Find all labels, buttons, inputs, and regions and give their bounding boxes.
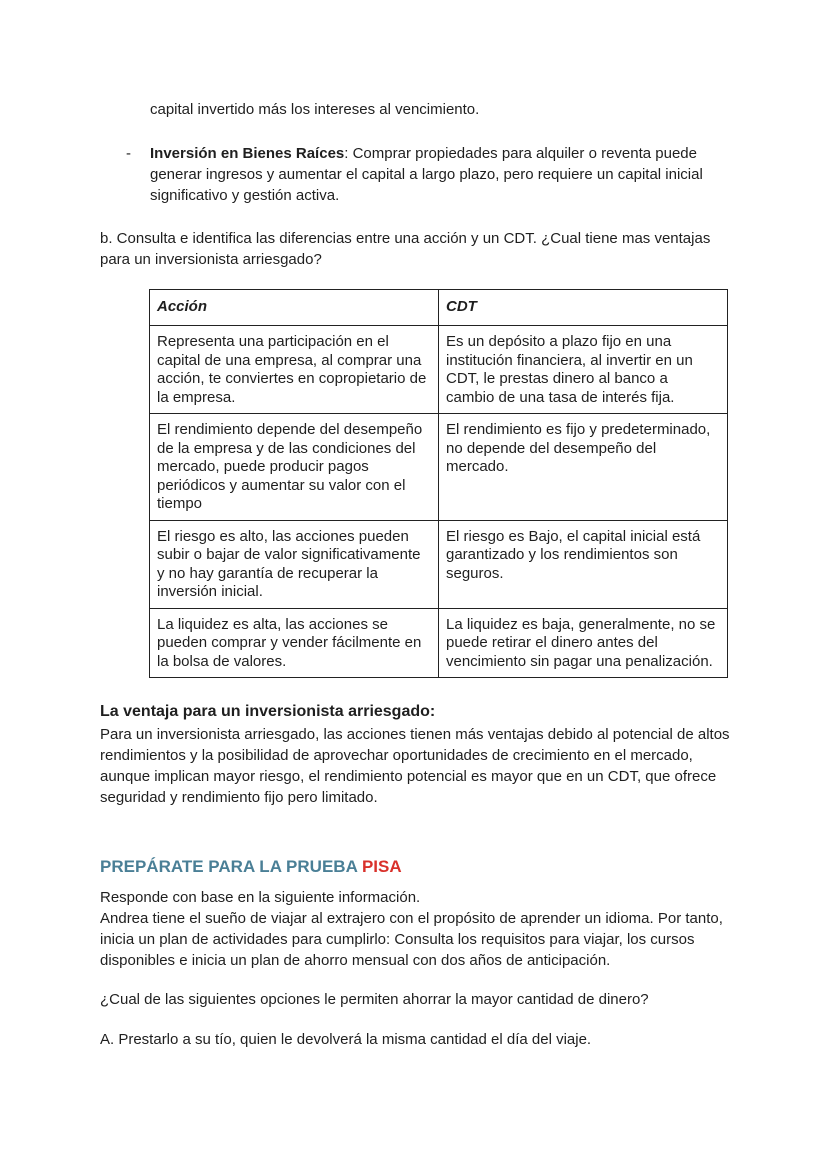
table-cell: Es un depósito a plazo fijo en una institución financiera, al invertir en un CDT, le prestas dinero al banco a cambio de una tasa de interés fija. <box>439 326 728 414</box>
pisa-intro-line2: Andrea tiene el sueño de viajar al extrajero con el propósito de aprender un idioma. Por tanto, inicia un plan de actividades para cumplirlo: Consulta los requisitos para viajar, los cursos disponibles e inicia un plan de ahorro mensual con dos años de anticipación. <box>100 910 723 969</box>
pisa-intro-line1: Responde con base en la siguiente información. <box>100 889 421 906</box>
table-cell: El riesgo es alto, las acciones pueden subir o bajar de valor significativamente y no hay garantía de recuperar la inversión inicial. <box>150 520 439 608</box>
pisa-intro <box>100 887 740 971</box>
table-row <box>150 414 728 521</box>
bullet-description: : Comprar propiedades para alquiler o reventa puede generar ingresos y aumentar el capital a largo plazo, pero requiere un capital inicial significativo y gestión activa. <box>150 145 703 204</box>
pisa-option-a: A. Prestarlo a su tío, quien le devolverá la misma cantidad el día del viaje. <box>100 1031 592 1048</box>
header-accion: Acción <box>150 290 439 326</box>
table-cell: La liquidez es alta, las acciones se pueden comprar y vender fácilmente en la bolsa de valores. <box>150 608 439 678</box>
bullet-dash: - <box>126 145 131 162</box>
ventaja-heading: La ventaja para un inversionista arriesgado: <box>100 703 436 720</box>
table-row <box>150 326 728 414</box>
ventaja-body: Para un inversionista arriesgado, las acciones tienen más ventajas debido al potencial de altos rendimientos y la posibilidad de aprovechar oportunidades de crecimiento en el mercado, aunque implican mayor riesgo, el rendimiento potencial es mayor que en un CDT, que ofrece seguridad y rendimiento fijo pero limitado. <box>100 726 730 806</box>
header-cdt: CDT <box>439 290 728 326</box>
table-cell: Representa una participación en el capital de una empresa, al comprar una acción, te conviertes en copropietario de la empresa. <box>150 326 439 414</box>
comparison-table <box>149 289 728 678</box>
table-row <box>150 520 728 608</box>
table-cell: La liquidez es baja, generalmente, no se puede retirar el dinero antes del vencimiento sin pagar una penalización. <box>439 608 728 678</box>
bullet-bold-term: Inversión en Bienes Raíces <box>150 145 345 162</box>
continued-text: capital invertido más los intereses al vencimiento. <box>150 101 480 118</box>
table-header-row <box>150 290 728 326</box>
pisa-title-highlight: PISA <box>361 857 402 876</box>
bullet-item-real-estate <box>150 143 720 206</box>
table-row <box>150 608 728 678</box>
pisa-section-title <box>100 857 402 877</box>
pisa-question: ¿Cual de las siguientes opciones le permiten ahorrar la mayor cantidad de dinero? <box>100 991 649 1008</box>
table-cell: El rendimiento depende del desempeño de la empresa y de las condiciones del mercado, puede producir pagos periódicos y aumentar su valor con el tiempo <box>150 414 439 521</box>
pisa-title-main: PREPÁRATE PARA LA PRUEBA <box>100 857 362 876</box>
table-cell: El riesgo es Bajo, el capital inicial está garantizado y los rendimientos son seguros. <box>439 520 728 608</box>
question-b: b. Consulta e identifica las diferencias entre una acción y un CDT. ¿Cual tiene mas ventajas para un inversionista arriesgado? <box>100 230 711 268</box>
table-cell: El rendimiento es fijo y predeterminado, no depende del desempeño del mercado. <box>439 414 728 521</box>
